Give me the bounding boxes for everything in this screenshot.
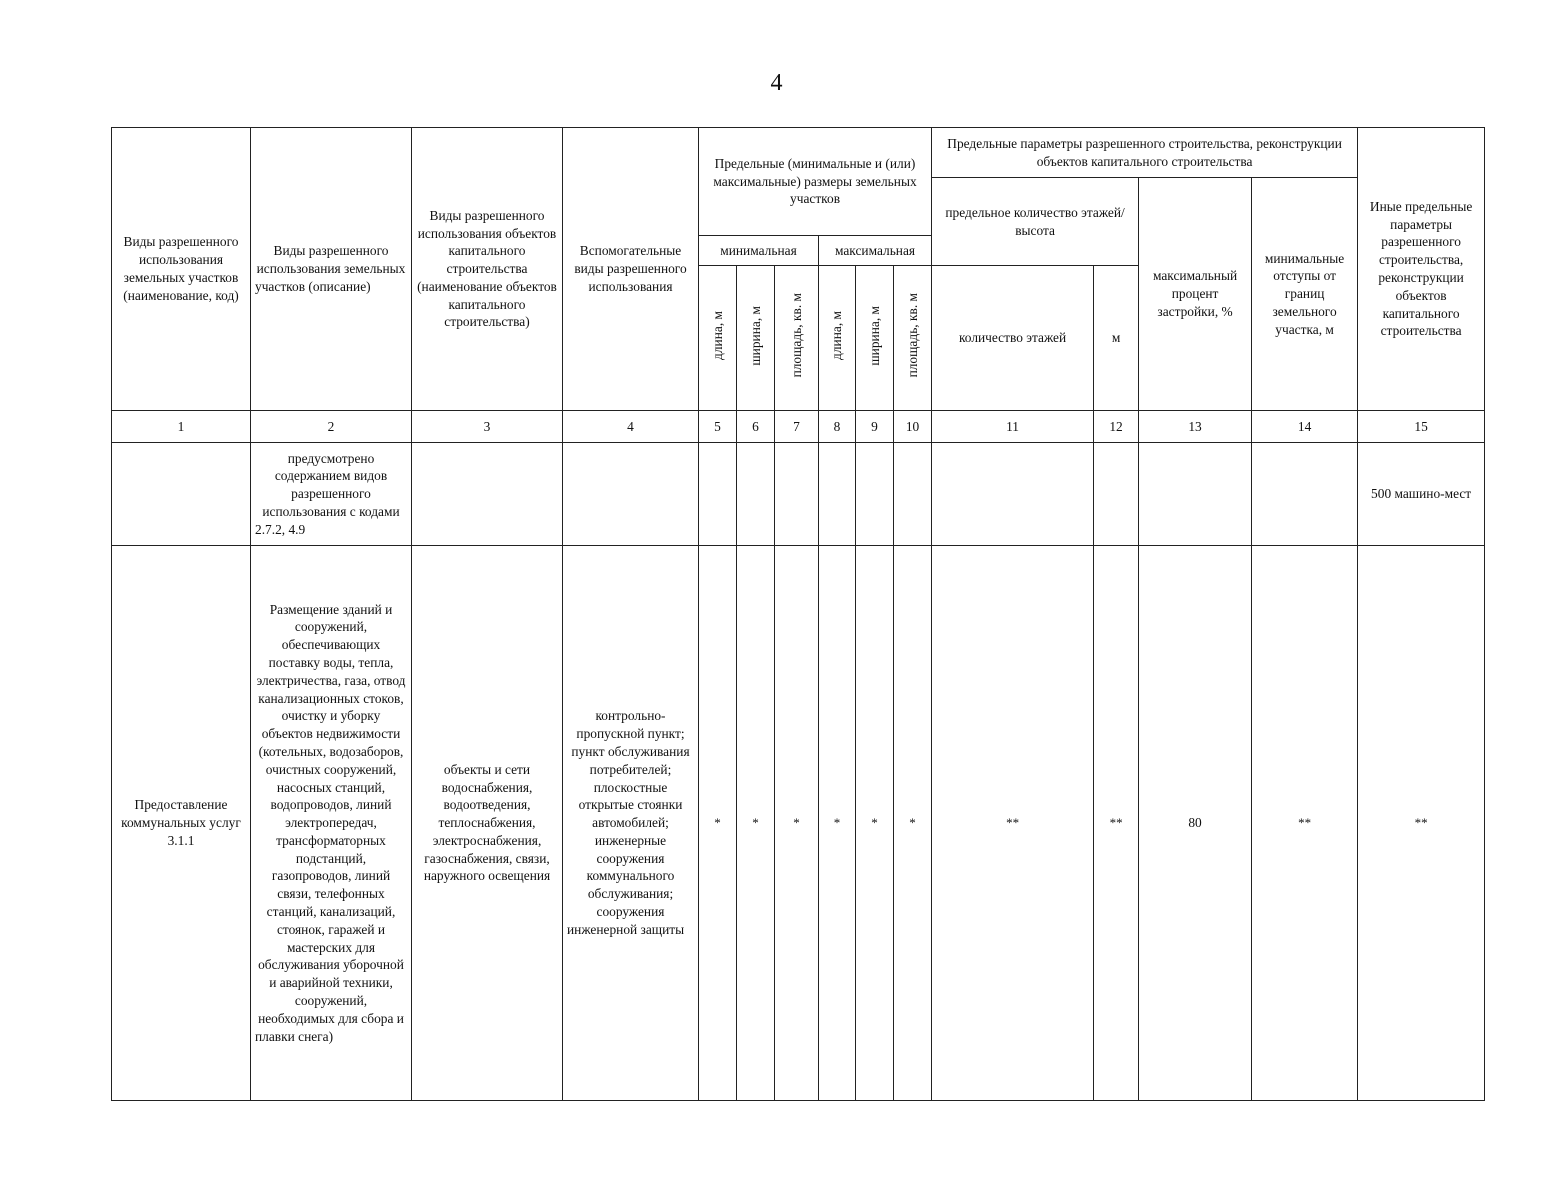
header-floors-height: предельное количество этажей/высота — [932, 178, 1139, 266]
header-max-percent: максимальный процент застройки, % — [1139, 178, 1252, 411]
column-number: 1 — [112, 411, 251, 443]
header-min-area: площадь, кв. м — [775, 266, 819, 411]
height-meters — [1094, 443, 1139, 546]
column-number: 7 — [775, 411, 819, 443]
capital-object-use — [412, 443, 563, 546]
max-length — [819, 443, 856, 546]
column-number: 2 — [251, 411, 412, 443]
max-area — [894, 443, 932, 546]
column-number: 3 — [412, 411, 563, 443]
max-length: * — [819, 546, 856, 1101]
header-floor-count: количество этажей — [932, 266, 1094, 411]
header-min-length: длина, м — [699, 266, 737, 411]
other-params: 500 машино-мест — [1358, 443, 1485, 546]
floor-count — [932, 443, 1094, 546]
column-number: 6 — [737, 411, 775, 443]
header-max-length: длина, м — [819, 266, 856, 411]
floor-count: ** — [932, 546, 1094, 1101]
land-use-description: предусмотрено содержанием видов разрешенного использования с кодами 2.7.2, 4.9 — [251, 443, 412, 546]
min-width: * — [737, 546, 775, 1101]
max-width — [856, 443, 894, 546]
column-number: 4 — [563, 411, 699, 443]
header-capital-object-use: Виды разрешенного использования объектов капитального строительства (наименование объектов капитального строительства) — [412, 128, 563, 411]
header-min-setback: минимальные отступы от границ земельного участка, м — [1252, 178, 1358, 411]
column-number: 9 — [856, 411, 894, 443]
header-maximal: максимальная — [819, 236, 932, 266]
table-row — [112, 546, 1485, 1101]
column-number: 11 — [932, 411, 1094, 443]
max-area: * — [894, 546, 932, 1101]
header-land-use-description: Виды разрешенного использования земельных участков (описание) — [251, 128, 412, 411]
land-use-description: Размещение зданий и сооружений, обеспечивающих поставку воды, тепла, электричества, газа, отвод канализационных стоков, очистку и уборку объектов недвижимости (котельных, водозаборов, очистных сооружений, насосных станций, водопроводов, линий электропередач, трансформаторных подстанций, газопроводов, линий связи, телефонных станций, канализаций, стоянок, гаражей и мастерских для обслуживания уборочной и аварийной техники, сооружений, необходимых для сбора и плавки снега) — [251, 546, 412, 1101]
min-area: * — [775, 546, 819, 1101]
column-number: 10 — [894, 411, 932, 443]
column-number: 14 — [1252, 411, 1358, 443]
column-number: 15 — [1358, 411, 1485, 443]
min-length — [699, 443, 737, 546]
auxiliary-use — [563, 443, 699, 546]
header-max-area: площадь, кв. м — [894, 266, 932, 411]
table-row — [112, 443, 1485, 546]
header-land-use-name: Виды разрешенного использования земельных участков (наименование, код) — [112, 128, 251, 411]
min-width — [737, 443, 775, 546]
header-construction-group: Предельные параметры разрешенного строительства, реконструкции объектов капитального строительства — [932, 128, 1358, 178]
regulations-table — [111, 127, 1485, 1101]
max-percent — [1139, 443, 1252, 546]
header-plot-size-group: Предельные (минимальные и (или) максимальные) размеры земельных участков — [699, 128, 932, 236]
header-minimal: минимальная — [699, 236, 819, 266]
min-setback: ** — [1252, 546, 1358, 1101]
header-min-width: ширина, м — [737, 266, 775, 411]
header-auxiliary-use: Вспомогательные виды разрешенного использования — [563, 128, 699, 411]
min-area — [775, 443, 819, 546]
header-meters: м — [1094, 266, 1139, 411]
capital-object-use: объекты и сети водоснабжения, водоотведения, теплоснабжения, электроснабжения, газоснабжения, связи, наружного освещения — [412, 546, 563, 1101]
column-number: 13 — [1139, 411, 1252, 443]
header-row-1 — [112, 128, 1485, 178]
header-other-params: Иные предельные параметры разрешенного строительства, реконструкции объектов капитального строительства — [1358, 128, 1485, 411]
column-number: 12 — [1094, 411, 1139, 443]
height-meters: ** — [1094, 546, 1139, 1101]
header-max-width: ширина, м — [856, 266, 894, 411]
column-number: 8 — [819, 411, 856, 443]
page-number: 4 — [770, 70, 783, 96]
max-percent: 80 — [1139, 546, 1252, 1101]
min-length: * — [699, 546, 737, 1101]
max-width: * — [856, 546, 894, 1101]
land-use-name — [112, 443, 251, 546]
min-setback — [1252, 443, 1358, 546]
land-use-name: Предоставление коммунальных услуг 3.1.1 — [112, 546, 251, 1101]
auxiliary-use: контрольно-пропускной пункт; пункт обслуживания потребителей; плоскостные открытые стоянки автомобилей; инженерные сооружения коммунального обслуживания; сооружения инженерной защиты — [563, 546, 699, 1101]
other-params: ** — [1358, 546, 1485, 1101]
column-numbers-row — [112, 411, 1485, 443]
column-number: 5 — [699, 411, 737, 443]
